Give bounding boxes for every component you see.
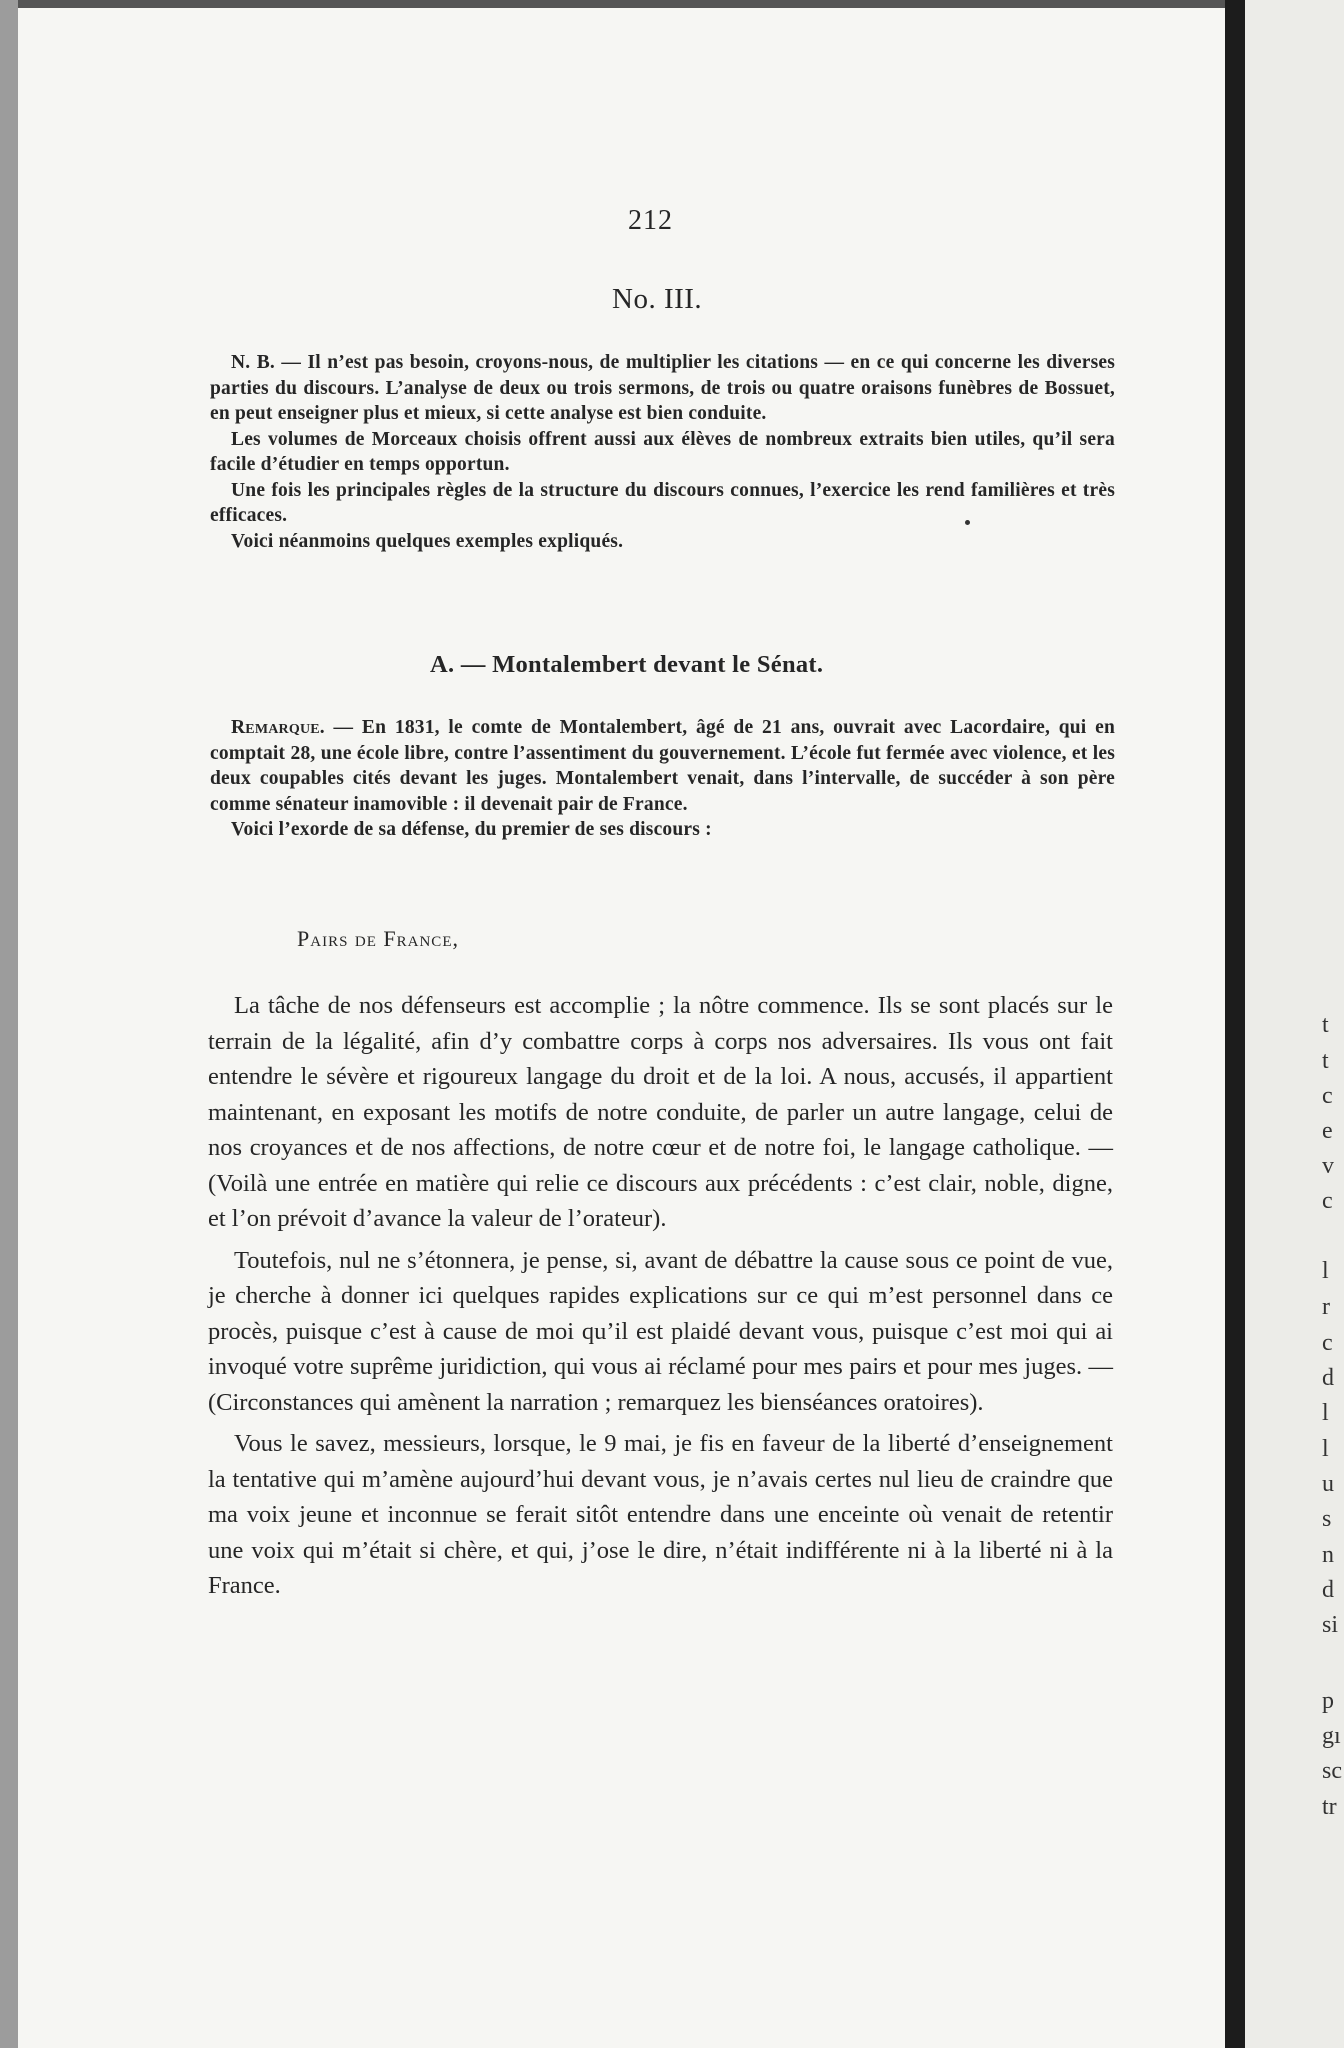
remarque-block	[210, 715, 1115, 843]
remarque-lead: Remarque.	[231, 717, 325, 738]
next-page-fragment: d	[1322, 1365, 1334, 1391]
remarque-paragraph: Voici l’exorde de sa défense, du premier de ses discours :	[231, 819, 712, 840]
next-page-fragment: l	[1322, 1400, 1329, 1426]
remarque-paragraph	[210, 715, 1115, 817]
next-page-edge	[1245, 0, 1344, 2048]
next-page-fragment: tr	[1322, 1794, 1337, 1820]
section-title: A. — Montalembert devant le Sénat.	[430, 651, 824, 678]
next-page-fragment: t	[1322, 1012, 1329, 1038]
speech-paragraph: La tâche de nos défenseurs est accomplie ; la nôtre commence. Ils se sont placés sur le terrain de la légalité, afin d’y combattre corps à corps nos adversaires. Ils vous ont fait entendre le sévère et rigoureux langage du droit et de la loi. A nous, accusés, il appartient maintenant, en exposant les motifs de notre conduite, de parler un autre langage, celui de nos croyances et de nos affections, de notre cœur et de notre foi, le langage catholique. — (Voilà une entrée en matière qui relie ce discours aux précédents : c’est clair, noble, digne, et l’on prévoit d’avance la valeur de l’orateur).	[208, 992, 1113, 1232]
remarque-text: — En 1831, le comte de Montalembert, âgé de 21 ans, ouvrait avec Lacordaire, qui en comptait 28, une école libre, contre l’assentiment du gouvernement. L’école fut fermée avec violence, et les deux coupables cités devant les juges. Montalembert venait, dans l’intervalle, de succéder à son père comme sénateur inamovible : il devenait pair de France.	[210, 717, 1115, 815]
next-page-fragment: v	[1322, 1153, 1334, 1179]
speech-body	[208, 988, 1113, 1610]
next-page-fragment: e	[1322, 1118, 1333, 1144]
nb-paragraph: N. B. — Il n’est pas besoin, croyons-nous, de multiplier les citations — en ce qui concerne les diverses parties du discours. L’analyse de deux ou trois sermons, de trois ou quatre oraisons funèbres de Bossuet, en peut enseigner plus et mieux, si cette analyse est bien conduite.	[210, 352, 1115, 424]
next-page-fragment: n	[1322, 1542, 1334, 1568]
next-page-fragment: r	[1322, 1294, 1330, 1320]
speech-salutation: Pairs de France,	[297, 926, 459, 951]
next-page-fragment: si	[1322, 1612, 1339, 1638]
next-page-fragment: p	[1322, 1688, 1334, 1714]
section-number-heading: No. III.	[612, 283, 703, 315]
print-speck	[965, 520, 970, 525]
nb-paragraph: Une fois les principales règles de la structure du discours connues, l’exercice les rend familières et très efficaces.	[210, 479, 1115, 526]
page-number: 212	[628, 205, 673, 236]
book-gutter	[1225, 0, 1245, 2048]
next-page-fragment: d	[1322, 1577, 1334, 1603]
speech-paragraph: Toutefois, nul ne s’étonnera, je pense, si, avant de débattre la cause sous ce point de vue, je cherche à donner ici quelques rapides explications sur ce qui m’est personnel dans ce procès, puisque c’est à cause de moi qu’il est plaidé devant vous, puisque c’est moi qui ai invoqué votre suprême juridiction, qui vous ai réclamé pour mes pairs et pour mes juges. — (Circonstances qui amènent la narration ; remarquez les bienséances oratoires).	[208, 1246, 1113, 1416]
next-page-fragment: c	[1322, 1083, 1333, 1109]
next-page-fragment: c	[1322, 1188, 1333, 1214]
nb-paragraph: Les volumes de Morceaux choisis offrent aussi aux élèves de nombreux extraits bien utiles, qu’il sera facile d’étudier en temps opportun.	[210, 428, 1115, 475]
nota-bene-block	[210, 350, 1115, 554]
next-page-fragment: l	[1322, 1258, 1329, 1284]
next-page-fragment: c	[1322, 1330, 1333, 1356]
next-page-fragment: u	[1322, 1471, 1334, 1497]
next-page-fragment: sc	[1322, 1758, 1342, 1784]
speech-paragraph: Vous le savez, messieurs, lorsque, le 9 mai, je fis en faveur de la liberté d’enseignement la tentative qui m’amène aujourd’hui devant vous, je n’avais certes nul lieu de craindre que ma voix jeune et inconnue se ferait sitôt entendre dans une enceinte où venait de retentir une voix qui m’était si chère, et qui, j’ose le dire, n’était indifférente ni à la liberté ni à la France.	[208, 1430, 1113, 1599]
next-page-fragment: s	[1322, 1506, 1332, 1532]
next-page-fragment: gı	[1322, 1723, 1341, 1749]
next-page-fragment: t	[1322, 1048, 1329, 1074]
nb-paragraph: Voici néanmoins quelques exemples expliqués.	[231, 530, 624, 552]
next-page-fragment: l	[1322, 1436, 1329, 1462]
